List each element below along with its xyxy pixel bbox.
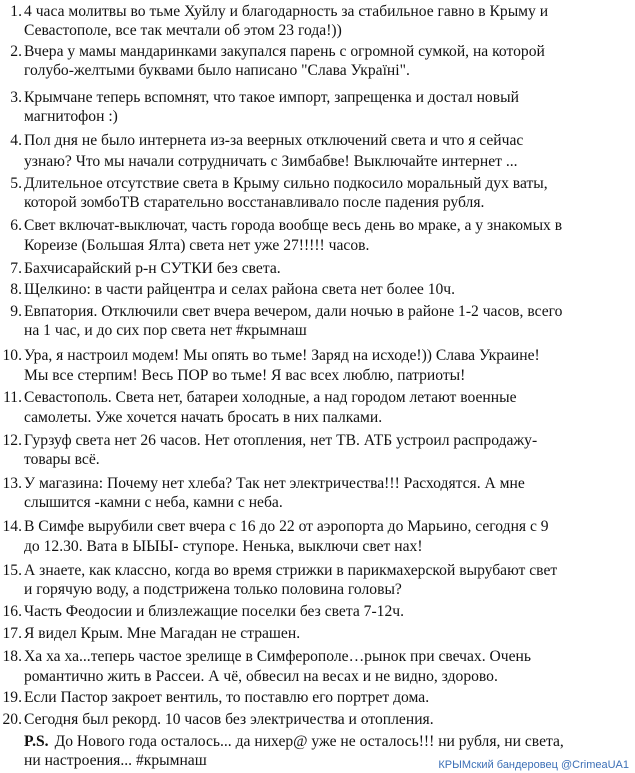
item-text-line: Севастополе, все так мечтали об этом 23 года!)) <box>24 22 342 39</box>
item-number: 12. <box>2 432 22 449</box>
item-text-line: Сегодня был рекорд. 10 часов без электричества и отопления. <box>24 711 434 728</box>
item-text-line: магнитофон :) <box>24 108 118 125</box>
item-text-line: В Симфе вырубили свет вчера с 16 до 22 от аэропорта до Марьино, сегодня с 9 <box>24 518 549 535</box>
postscript-label: P.S. <box>24 733 49 750</box>
item-number: 2. <box>10 43 22 60</box>
item-text-line: романтично жить в Рассеи. А чё, обвесил на весах и не видно, здорово. <box>24 668 498 685</box>
item-number: 14. <box>2 518 22 535</box>
item-text-line: голубо-желтыми буквами было написано "Слава Україні". <box>24 62 410 79</box>
item-number: 8. <box>10 281 22 298</box>
postscript-line-2: ни настроения... #крымнаш <box>24 752 207 769</box>
item-number: 4. <box>10 132 22 149</box>
item-text-line: Бахчисарайский р-н СУТКИ без света. <box>24 260 281 277</box>
item-text-line: узнаю? Что мы начали сотрудничать с Зимбабве! Выключайте интернет ... <box>24 153 518 170</box>
item-number: 16. <box>2 603 22 620</box>
item-text-line: Мы все стерпим! Весь ПОР во тьме! Я вас всех люблю, патриоты! <box>24 367 466 384</box>
item-text-line: Длительное отсутствие света в Крыму сильно подкосило моральный дух ваты, <box>24 175 548 192</box>
item-text-line: Вчера у мамы мандаринками закупался парень с огромной сумкой, на которой <box>24 43 545 60</box>
item-text-line: Свет включат-выключат, часть города вообще весь день во мраке, а у знакомых в <box>24 217 563 234</box>
item-text-line: которой зомбоТВ старательно восстанавливало после падения рубля. <box>24 194 485 211</box>
item-text-line: Щелкино: в части райцентра и селах района света нет более 10ч. <box>24 281 456 298</box>
item-number: 11. <box>3 389 22 406</box>
item-text-line: на 1 час, и до сих пор света нет #крымнаш <box>24 322 307 339</box>
item-text-line: У магазина: Почему нет хлеба? Так нет электричества!!! Расходятся. А мне <box>24 475 525 492</box>
item-text-line: 4 часа молитвы во тьме Хуйлу и благодарность за стабильное гавно в Крыму и <box>24 3 549 20</box>
item-text-line: Евпатория. Отключили свет вчера вечером, дали ночью в районе 1-2 часов, всего <box>24 303 563 320</box>
postscript-line-1 <box>24 732 564 751</box>
item-text-line: и горячую воду, а подстрижена только половина головы? <box>24 581 402 598</box>
item-number: 10. <box>2 347 22 364</box>
item-text-line: Если Пастор закроет вентиль, то поставлю его портрет дома. <box>24 689 430 706</box>
item-number: 20. <box>2 711 22 728</box>
item-number: 9. <box>10 303 22 320</box>
watermark-credit: КРЫМский бандеровец @CrimeaUA1 <box>438 759 629 771</box>
item-text-line: до 12.30. Вата в ЫЫЫ- ступоре. Ненька, выключи свет нах! <box>24 538 423 555</box>
item-text-line: слышится -камни с неба, камни с неба. <box>24 494 283 511</box>
item-number: 7. <box>10 260 22 277</box>
item-text-line: А знаете, как классно, когда во время стрижки в парикмахерской вырубают свет <box>24 562 558 579</box>
item-text-line: Севастополь. Света нет, батареи холодные, а над городом летают военные <box>24 389 517 406</box>
item-text-line: Кореизе (Большая Ялта) света нет уже 27!!!!! часов. <box>24 237 370 254</box>
item-number: 18. <box>2 648 22 665</box>
item-text-line: Крымчане теперь вспомнят, что такое импорт, запрещенка и достал новый <box>24 89 519 106</box>
item-text-line: Пол дня не было интернета из-за веерных отключений света и что я сейчас <box>24 132 524 149</box>
item-number: 6. <box>10 217 22 234</box>
item-text-line: Ха ха ха...теперь частое зрелище в Симферополе…рынок при свечах. Очень <box>24 648 532 665</box>
postscript-text: До Нового года осталось... да нихер@ уже не осталось!!! ни рубля, ни света, <box>54 733 564 750</box>
item-number: 5. <box>10 175 22 192</box>
item-text-line: Я видел Крым. Мне Магадан не страшен. <box>24 625 301 642</box>
item-number: 1. <box>10 3 22 20</box>
item-number: 15. <box>2 562 22 579</box>
item-number: 19. <box>2 689 22 706</box>
item-text-line: Ура, я настроил модем! Мы опять во тьме! Заряд на исходе!)) Слава Украине! <box>24 347 540 364</box>
item-text-line: Часть Феодосии и близлежащие поселки без света 7-12ч. <box>24 603 404 620</box>
item-number: 13. <box>2 475 22 492</box>
item-number: 17. <box>2 625 22 642</box>
item-number: 3. <box>10 89 22 106</box>
item-text-line: самолеты. Уже хочется начать бросать в них палками. <box>24 409 383 426</box>
item-text-line: Гурзуф света нет 26 часов. Нет отопления, нет ТВ. АТБ устроил распродажу- <box>24 432 538 449</box>
item-text-line: товары всё. <box>24 451 100 468</box>
